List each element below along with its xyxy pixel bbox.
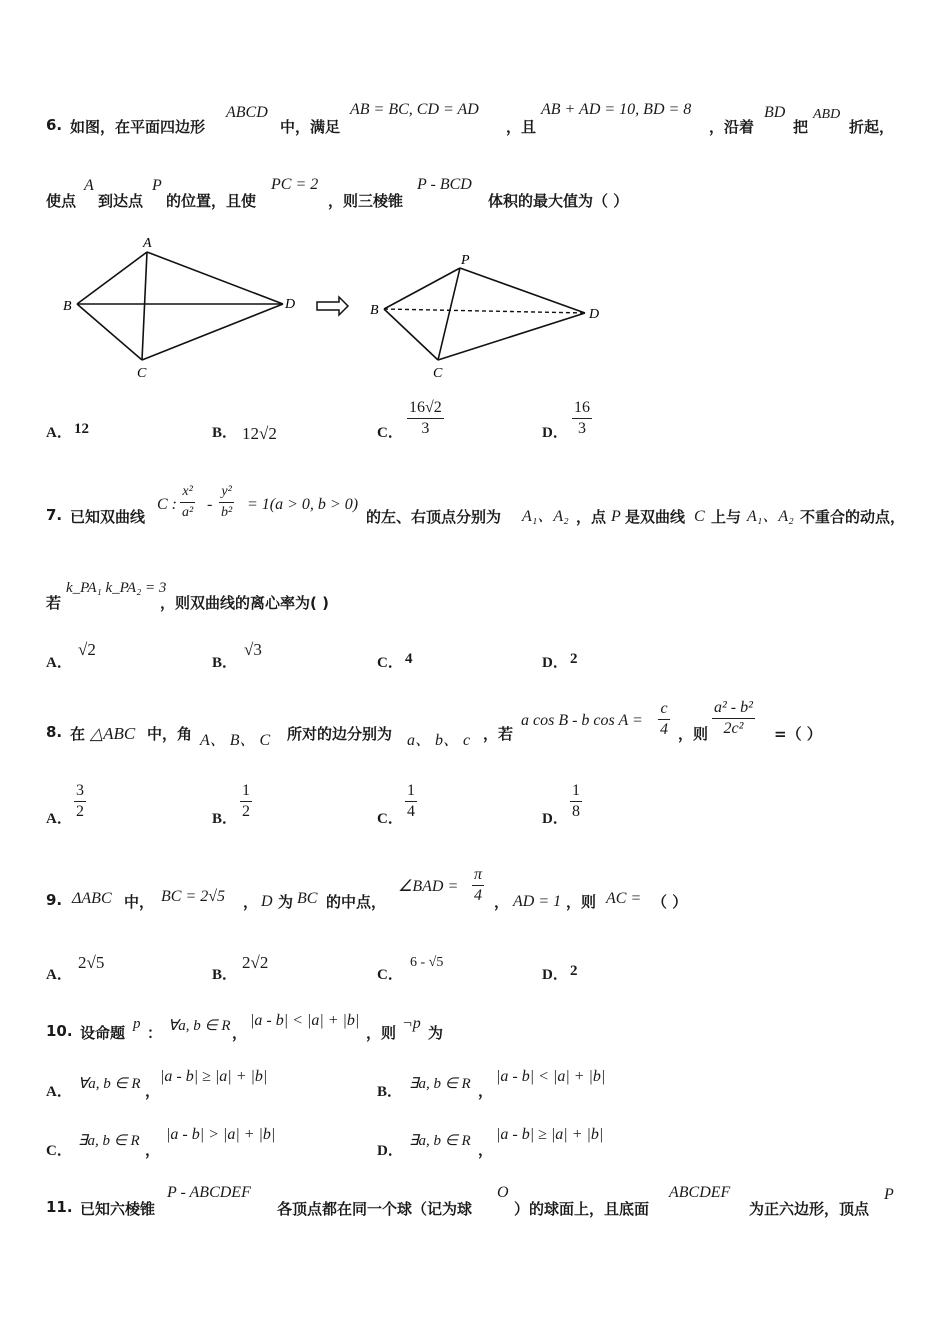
fraction-numerator: 16√2 <box>407 398 444 419</box>
q7-option-a-label: A． <box>46 655 72 671</box>
q8-text: ，则 <box>678 725 709 743</box>
q8-text: ，若 <box>483 725 514 743</box>
q7-math: C : <box>157 496 177 513</box>
q7-text: 已知双曲线 <box>70 508 146 526</box>
q7-text: 上与 <box>711 508 742 526</box>
q6-text: ，沿着 <box>709 118 755 136</box>
fraction-denominator: 4 <box>474 887 482 904</box>
q8-math: a、 b、 c <box>407 732 471 749</box>
fig1-label-a: A <box>143 236 152 251</box>
fraction-denominator: 3 <box>578 420 586 437</box>
double-arrow-icon <box>317 297 348 315</box>
q9-option-a-label: A． <box>46 967 72 983</box>
q6-option-d-label: D． <box>542 425 568 441</box>
q8-fraction-main <box>712 698 755 739</box>
q11-number: 11. <box>46 1198 73 1216</box>
q6-option-d-fraction <box>572 398 592 439</box>
q11-text: ）的球面上，且底面 <box>514 1200 650 1218</box>
q10-math: |a - b| < |a| + |b| <box>250 1012 360 1029</box>
q10-text: ： <box>147 1024 163 1042</box>
q9-option-d-label: D． <box>542 967 568 983</box>
fraction-numerator: x² <box>180 482 195 503</box>
q6-option-a-value: 12 <box>74 421 89 437</box>
q7-math: P <box>611 508 621 525</box>
q6-math: AB = BC, CD = AD <box>350 101 479 118</box>
q6-number: 6. <box>46 116 63 134</box>
q7-math: A₁、A₂ <box>747 508 794 525</box>
fraction-numerator: a² - b² <box>712 698 755 719</box>
q11-text: 各顶点都在同一个球（记为球 <box>277 1200 473 1218</box>
q10-option-c-label: C． <box>46 1143 72 1159</box>
q10-option-b-quantifier: ∃a, b ∈ R <box>409 1076 471 1092</box>
q7-option-c-value: 4 <box>405 651 413 667</box>
q6-text: 把 <box>793 118 809 136</box>
fig2-label-p: P <box>461 253 470 268</box>
q6-text: 使点 <box>46 192 77 210</box>
fraction-denominator: 2 <box>76 803 84 820</box>
q7-math: C <box>694 508 705 525</box>
q6-math: PC = 2 <box>271 176 319 193</box>
q6-figure <box>55 232 615 382</box>
q7-math: A₁、A₂ <box>522 508 569 525</box>
q9-fraction-pi4 <box>472 865 484 906</box>
q10-text: 为 <box>428 1024 444 1042</box>
fraction-numerator: 1 <box>405 781 417 802</box>
q6-math: ABCD <box>226 104 268 121</box>
q6-text: 如图，在平面四边形 <box>70 118 206 136</box>
q9-math: ΔABC <box>72 890 112 907</box>
q6-text: ，且 <box>506 118 537 136</box>
q10-option-c-expr: |a - b| > |a| + |b| <box>166 1126 276 1143</box>
q6-math: P <box>152 177 162 194</box>
fraction-numerator: y² <box>219 482 234 503</box>
q9-option-c-label: C． <box>377 967 403 983</box>
fraction-denominator: 3 <box>421 420 430 437</box>
q7-text: 不重合的动点， <box>800 508 906 526</box>
q10-math: ∀a, b ∈ R <box>168 1018 231 1034</box>
q8-number: 8. <box>46 723 63 741</box>
q6-text: 的位置，且使 <box>166 192 257 210</box>
q7-text: ，则双曲线的离心率为( ) <box>160 594 329 612</box>
fraction-denominator: a² <box>182 505 194 520</box>
q8-option-a-fraction <box>74 781 86 822</box>
q8-option-d-fraction <box>570 781 582 822</box>
q7-math: k_PA₁ k_PA₂ = 3 <box>66 580 167 596</box>
q10-text: ， <box>232 1024 248 1042</box>
q10-math: ¬p <box>402 1015 421 1032</box>
q10-option-a-quantifier: ∀a, b ∈ R <box>78 1076 141 1092</box>
fraction-numerator: 1 <box>240 781 252 802</box>
q9-text: ， <box>243 893 259 911</box>
q11-math: P <box>884 1186 894 1203</box>
q7-option-d-label: D． <box>542 655 568 671</box>
q10-option-d-sep: ， <box>478 1141 494 1159</box>
fraction-denominator: 4 <box>660 721 668 738</box>
q9-option-b-label: B． <box>212 967 238 983</box>
fraction-numerator: 3 <box>74 781 86 802</box>
q9-text: ，则 <box>566 893 597 911</box>
q10-option-b-sep: ， <box>478 1082 494 1100</box>
q6-text: 折起， <box>849 118 895 136</box>
q10-option-c-quantifier: ∃a, b ∈ R <box>78 1133 140 1149</box>
fig2-label-d: D <box>589 307 600 322</box>
q7-text: 若 <box>46 594 62 612</box>
fraction-numerator: 1 <box>570 781 582 802</box>
q8-math: A、 B、 C <box>200 732 271 749</box>
q9-text: 的中点， <box>326 893 387 911</box>
q7-option-d-value: 2 <box>570 651 578 667</box>
q9-math: ∠BAD = <box>398 878 459 895</box>
q6-math: P - BCD <box>417 176 472 193</box>
q6-option-b-label: B． <box>212 425 238 441</box>
q9-option-a-value: 2√5 <box>78 953 105 972</box>
q6-option-a-label: A． <box>46 425 72 441</box>
q9-math: D <box>261 893 273 910</box>
q9-option-d-value: 2 <box>570 963 578 979</box>
fraction-numerator: c <box>658 699 670 720</box>
q9-number: 9. <box>46 891 63 909</box>
q9-text: （ ） <box>652 893 688 911</box>
fraction-numerator: π <box>472 865 484 886</box>
q6-math: ABD <box>813 107 841 122</box>
q7-text: 的左、右顶点分别为 <box>366 508 502 526</box>
q8-option-a-label: A． <box>46 811 72 827</box>
q10-option-d-label: D． <box>377 1143 403 1159</box>
fraction-denominator: 8 <box>572 803 580 820</box>
fraction-denominator: 2 <box>242 803 250 820</box>
q7-fraction-y <box>219 482 234 523</box>
q7-option-b-label: B． <box>212 655 238 671</box>
q10-option-b-expr: |a - b| < |a| + |b| <box>496 1068 606 1085</box>
q8-option-c-label: C． <box>377 811 403 827</box>
q6-option-b-value: 12√2 <box>242 424 277 443</box>
figure-quadrilateral <box>63 236 295 381</box>
fraction-denominator: b² <box>221 505 233 520</box>
q8-option-b-fraction <box>240 781 252 822</box>
q9-text: 中， <box>124 893 155 911</box>
q8-option-d-label: D． <box>542 811 568 827</box>
fraction-numerator: 16 <box>572 398 592 419</box>
q9-math: AD = 1 <box>513 893 562 910</box>
q9-text: 为 <box>278 893 294 911</box>
q7-math: = 1(a > 0, b > 0) <box>247 496 359 513</box>
q6-text: 到达点 <box>98 192 144 210</box>
q8-fraction-c4 <box>658 699 670 740</box>
q9-math: BC = 2√5 <box>161 888 226 905</box>
q7-option-b-value: √3 <box>244 640 262 659</box>
q7-text: 是双曲线 <box>625 508 686 526</box>
q6-text: ，则三棱锥 <box>328 192 404 210</box>
q10-math: p <box>133 1016 141 1032</box>
fig2-label-b: B <box>370 303 379 318</box>
q10-number: 10. <box>46 1022 73 1040</box>
q7-text: ，点 <box>576 508 607 526</box>
q10-option-a-label: A． <box>46 1084 72 1100</box>
fig2-label-c: C <box>433 366 443 381</box>
q10-text: ，则 <box>366 1024 397 1042</box>
q9-math: AC = <box>606 890 642 907</box>
q8-text: =（ ） <box>774 725 822 743</box>
q11-text: 为正六边形，顶点 <box>749 1200 870 1218</box>
q6-math: A <box>84 177 94 194</box>
q8-math: a cos B - b cos A = <box>521 712 643 729</box>
q6-text: 中，满足 <box>280 118 341 136</box>
q9-math: BC <box>297 890 318 907</box>
q7-number: 7. <box>46 506 63 524</box>
fig1-label-b: B <box>63 299 72 314</box>
q10-option-d-quantifier: ∃a, b ∈ R <box>409 1133 471 1149</box>
q6-option-c-fraction <box>407 398 444 439</box>
q6-math: AB + AD = 10, BD = 8 <box>541 101 692 118</box>
q6-math: BD <box>764 104 786 121</box>
q7-option-a-value: √2 <box>78 640 96 659</box>
q7-math: - <box>207 496 213 513</box>
q8-math: △ABC <box>90 724 136 743</box>
q8-option-b-label: B． <box>212 811 238 827</box>
q10-option-a-expr: |a - b| ≥ |a| + |b| <box>160 1068 268 1085</box>
q8-text: 所对的边分别为 <box>287 725 393 743</box>
q9-text: ， <box>494 893 510 911</box>
q10-option-c-sep: ， <box>145 1141 161 1159</box>
q7-fraction-x <box>180 482 195 523</box>
q10-option-d-expr: |a - b| ≥ |a| + |b| <box>496 1126 604 1143</box>
q9-option-c-value: 6 - √5 <box>410 955 444 970</box>
q11-text: 已知六棱锥 <box>80 1200 156 1218</box>
q7-option-c-label: C． <box>377 655 403 671</box>
q8-text: 在 <box>70 725 86 743</box>
q6-text: 体积的最大值为（ ） <box>488 192 629 210</box>
q8-option-c-fraction <box>405 781 417 822</box>
fraction-denominator: 4 <box>407 803 415 820</box>
q11-math: O <box>497 1184 509 1201</box>
figure-tetrahedron <box>370 253 599 381</box>
fraction-denominator: 2c² <box>723 720 744 737</box>
q11-math: P - ABCDEF <box>167 1184 251 1201</box>
q8-text: 中，角 <box>147 725 193 743</box>
q11-math: ABCDEF <box>669 1184 731 1201</box>
q10-option-b-label: B． <box>377 1084 403 1100</box>
q10-option-a-sep: ， <box>145 1082 161 1100</box>
fig1-label-d: D <box>285 297 296 312</box>
fig1-label-c: C <box>137 366 147 381</box>
q10-text: 设命题 <box>80 1024 126 1042</box>
q9-option-b-value: 2√2 <box>242 953 269 972</box>
q6-option-c-label: C． <box>377 425 403 441</box>
